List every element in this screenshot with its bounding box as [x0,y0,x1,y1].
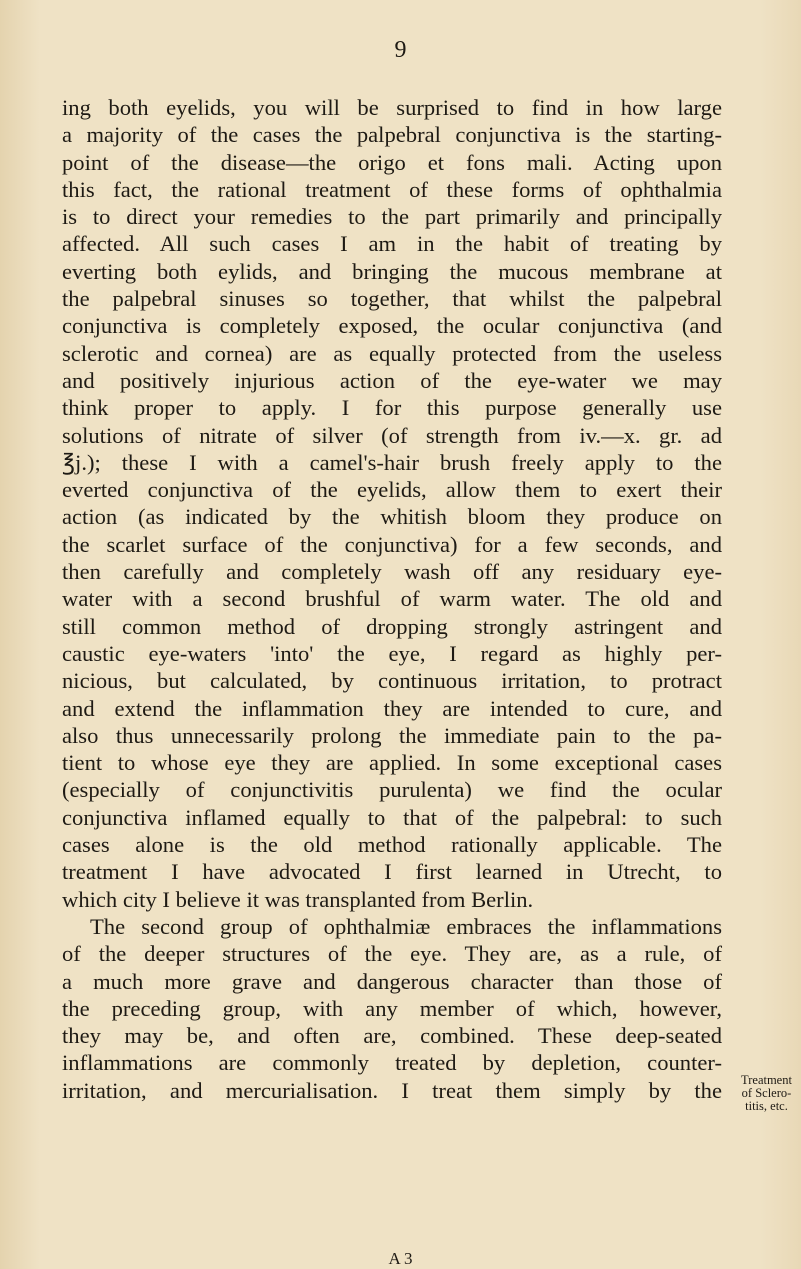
text-line-18: then carefully and completely wash off any residuary eye- [62,559,722,585]
text-line-3: point of the disease—the origo et fons mali. Acting upon [62,149,722,175]
text-line-27: conjunctiva inflamed equally to that of the palpebral: to such [62,804,722,830]
text-line-34: the preceding group, with any member of which, however, [62,995,722,1021]
text-line-35: they may be, and often are, combined. These deep-seated [62,1023,722,1049]
margin-note-line-2: of Sclero- [741,1086,792,1100]
text-line-6: affected. All such cases I am in the habit of treating by [62,231,722,257]
text-line-29: treatment I have advocated I first learned in Utrecht, to [62,859,722,885]
text-line-24: also thus unnecessarily prolong the immediate pain to the pa- [62,722,722,748]
text-line-11: and positively injurious action of the eye-water we may [62,367,722,393]
text-line-21: caustic eye-waters 'into' the eye, I regard as highly per- [62,640,722,666]
text-line-2: a majority of the cases the palpebral conjunctiva is the starting- [62,122,722,148]
signature-mark: A 3 [388,1249,413,1268]
text-line-22: nicious, but calculated, by continuous irritation, to protract [62,668,722,694]
text-line-14: ℥j.); these I with a camel's-hair brush freely apply to the [62,449,722,475]
margin-note [732,1074,801,1113]
text-line-31: The second group of ophthalmiæ embraces the inflammations [90,913,722,939]
text-line-16: action (as indicated by the whitish bloom they produce on [62,504,722,530]
text-line-28: cases alone is the old method rationally applicable. The [62,832,722,858]
margin-note-line-3: titis, etc. [745,1099,788,1113]
text-line-8: the palpebral sinuses so together, that whilst the palpebral [62,286,722,312]
page-number: 9 [394,37,407,63]
text-line-20: still common method of dropping strongly astringent and [62,613,722,639]
text-line-7: everting both eylids, and bringing the mucous membrane at [62,258,722,284]
text-line-26: (especially of conjunctivitis purulenta) we find the ocular [62,777,722,803]
body-text [62,94,722,1104]
text-line-37: irritation, and mercurialisation. I treat them simply by the [62,1077,722,1103]
text-line-25: tient to whose eye they are applied. In some exceptional cases [62,750,722,776]
text-line-23: and extend the inflammation they are intended to cure, and [62,695,722,721]
text-line-19: water with a second brushful of warm water. The old and [62,586,722,612]
text-line-9: conjunctiva is completely exposed, the ocular conjunctiva (and [62,313,722,339]
text-line-17: the scarlet surface of the conjunctiva) for a few seconds, and [62,531,722,557]
text-line-12: think proper to apply. I for this purpose generally use [62,395,722,421]
text-line-5: is to direct your remedies to the part primarily and principally [62,204,722,230]
margin-note-line-1: Treatment [741,1074,792,1087]
text-line-10: sclerotic and cornea) are as equally protected from the useless [62,340,722,366]
text-line-4: this fact, the rational treatment of these forms of ophthalmia [62,176,722,202]
text-line-33: a much more grave and dangerous character than those of [62,968,722,994]
text-line-30: which city I believe it was transplanted from Berlin. [62,886,534,912]
text-line-36: inflammations are commonly treated by depletion, counter- [62,1050,722,1076]
text-line-1: ing both eyelids, you will be surprised to find in how large [62,95,722,120]
text-line-32: of the deeper structures of the eye. They are, as a rule, of [62,941,722,967]
text-line-15: everted conjunctiva of the eyelids, allow them to exert their [62,477,722,503]
text-line-13: solutions of nitrate of silver (of strength from iv.—x. gr. ad [62,422,722,448]
